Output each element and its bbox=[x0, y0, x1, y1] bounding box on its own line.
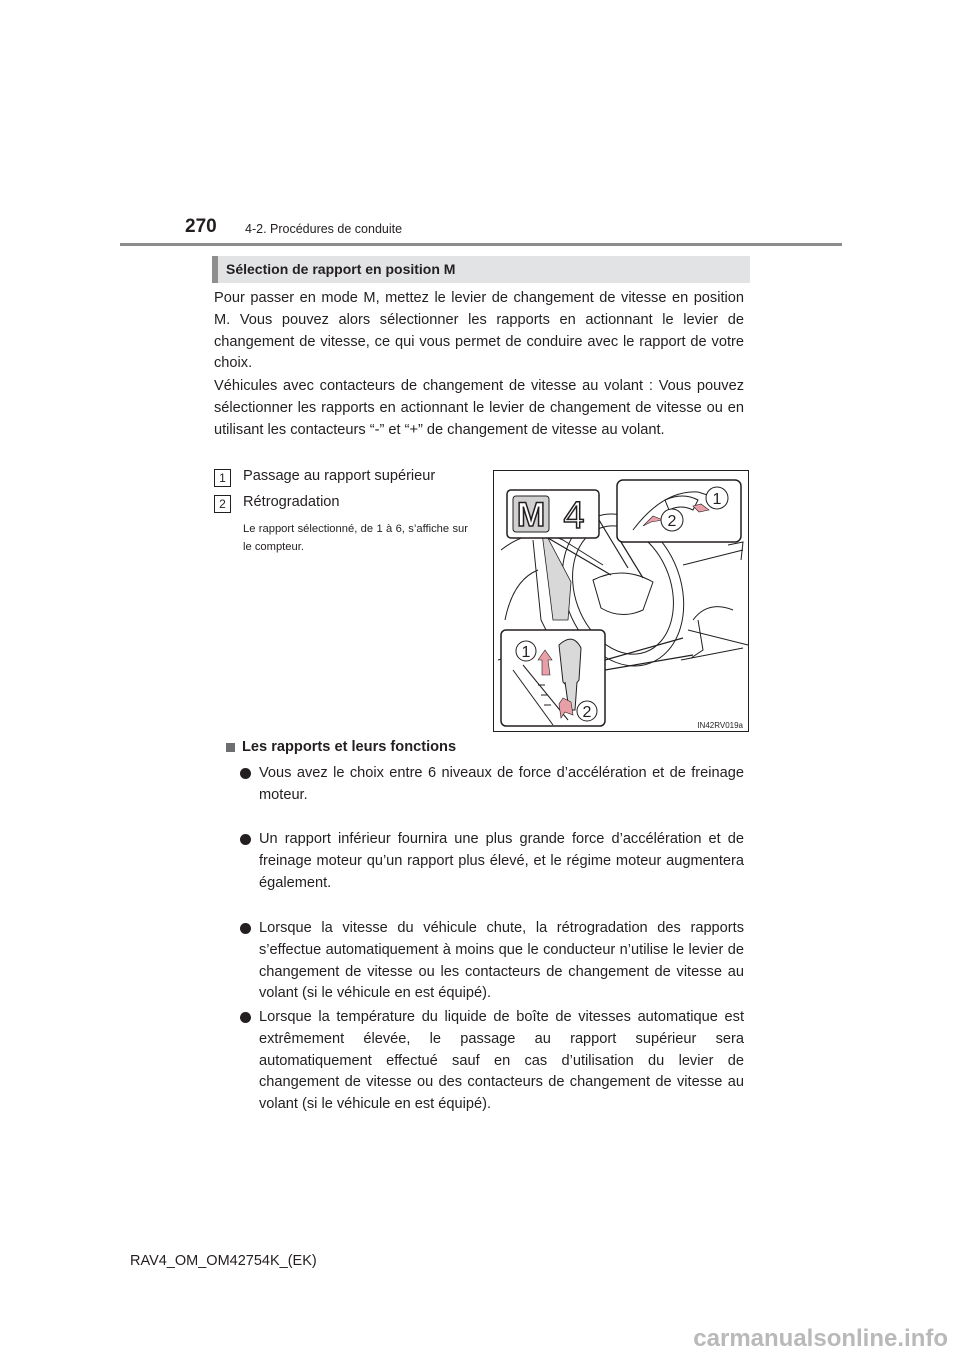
paddle-callout-1-label: 1 bbox=[712, 491, 722, 508]
bullet-dot-icon bbox=[240, 768, 251, 779]
bullet-dot-icon bbox=[240, 834, 251, 845]
shift-knob bbox=[559, 639, 581, 686]
gear-display-note: Le rapport sélectionné, de 1 à 6, s’affiche sur le compteur. bbox=[243, 523, 468, 553]
m-mode-letter: M bbox=[516, 496, 546, 534]
intro-paragraph-2: Véhicules avec contacteurs de changement de vitesse au volant : Vous pouvez sélectionner les rapports en actionnant le levier de changement de vitesse ou en utilisant les contacteurs “-” et “+” de changement de vitesse au volant. bbox=[214, 378, 744, 438]
topic-heading-bar bbox=[212, 256, 750, 283]
illustration-code: IN42RV019a bbox=[697, 721, 743, 730]
bullet-text: Un rapport inférieur fournira une plus grande force d’accélération et de freinage moteur qu’un rapport plus élevé, et le régime moteur augmentera également. bbox=[259, 831, 744, 891]
gear-number-display: 4 bbox=[563, 495, 585, 537]
intro-paragraph-1: Pour passer en mode M, mettez le levier de changement de vitesse en position M. Vous pouvez alors sélectionner les rapports en actionnant le levier de changement de vitesse, ce qui vous permet de conduire avec le rapport de votre choix. bbox=[214, 290, 744, 372]
topic-heading: Sélection de rapport en position M bbox=[226, 261, 456, 277]
document-code: RAV4_OM_OM42754K_(EK) bbox=[130, 1253, 317, 1269]
section-title: 4-2. Procédures de conduite bbox=[245, 222, 403, 236]
paddle-callout-2-label: 2 bbox=[667, 513, 677, 530]
square-bullet-icon bbox=[226, 743, 235, 752]
number-badge-2: 2 bbox=[214, 495, 231, 513]
number-badge-1: 1 bbox=[214, 469, 231, 487]
bullet-dot-icon bbox=[240, 923, 251, 934]
bullet-text: Lorsque la vitesse du véhicule chute, la rétrogradation des rapports s’effectue automatiquement à moins que le conducteur n’utilise le levier de changement de vitesse ou les contacteurs de changement de vitesse au volant (si le véhicule en est équipé). bbox=[259, 920, 744, 1002]
legend-text-downshift: Rétrogradation bbox=[243, 494, 340, 510]
page-number: 270 bbox=[185, 216, 217, 237]
bullet-text: Vous avez le choix entre 6 niveaux de force d’accélération et de freinage moteur. bbox=[259, 765, 744, 803]
header-rule bbox=[120, 243, 842, 246]
lever-callout-2-label: 2 bbox=[582, 704, 592, 721]
functions-heading-text: Les rapports et leurs fonctions bbox=[242, 739, 457, 755]
gear-shift-illustration bbox=[493, 470, 749, 732]
lever-callout-1-label: 1 bbox=[521, 644, 531, 661]
bullet-text: Lorsque la température du liquide de boîte de vitesses automatique est extrêmement élevée, le passage au rapport supérieur sera automatiquement effectué sauf en cas d’utilisation du levier de changement de vitesse ou des contacteurs de changement de vitesse au volant (si le véhicule en est équipé). bbox=[259, 1009, 744, 1113]
bullet-dot-icon bbox=[240, 1012, 251, 1023]
watermark: carmanualsonline.info bbox=[693, 1325, 948, 1352]
topic-bar-accent bbox=[212, 256, 218, 283]
legend-text-upshift: Passage au rapport supérieur bbox=[243, 468, 436, 484]
